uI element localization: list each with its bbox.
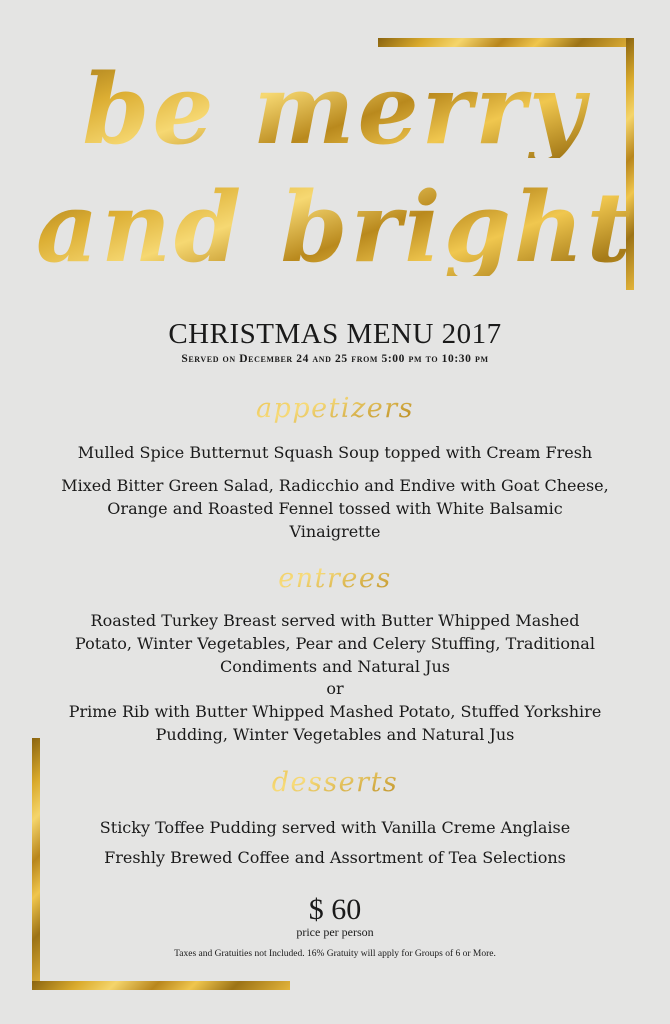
appetizer-item-2: Mixed Bitter Green Salad, Radicchio and Endive with Goat Cheese, Orange and Roasted Fennel tossed with White Balsamic Vinaigrette bbox=[61, 476, 609, 541]
price-note: price per person bbox=[296, 925, 374, 939]
headline-line-1: be merry bbox=[0, 62, 670, 158]
desserts-heading: desserts bbox=[0, 767, 670, 798]
menu-subtitle: Served on December 24 and 25 from 5:00 pm to 10:30 pm bbox=[181, 353, 489, 365]
appetizer-item-1: Mulled Spice Butternut Squash Soup topped with Cream Fresh bbox=[77, 443, 593, 462]
entree-item-2: Prime Rib with Butter Whipped Mashed Potato, Stuffed Yorkshire Pudding, Winter Vegetables and Natural Jus bbox=[68, 702, 602, 744]
dessert-item-1: Sticky Toffee Pudding served with Vanilla Creme Anglaise bbox=[99, 818, 571, 837]
gold-frame-bottom-edge bbox=[32, 981, 290, 990]
footnote: Taxes and Gratuities not Included. 16% Gratuity will apply for Groups of 6 or More. bbox=[174, 949, 496, 959]
price: $ 60 bbox=[308, 893, 362, 926]
menu-title: CHRISTMAS MENU 2017 bbox=[168, 318, 502, 350]
entree-separator: or bbox=[326, 679, 344, 698]
gold-frame-top-edge bbox=[378, 38, 634, 47]
entree-item-1: Roasted Turkey Breast served with Butter Whipped Mashed Potato, Winter Vegetables, Pear and Celery Stuffing, Traditional Condiments and Natural Jus bbox=[75, 611, 595, 676]
entrees-heading: entrees bbox=[0, 563, 670, 594]
headline-line-2: and bright bbox=[0, 180, 670, 276]
dessert-item-2: Freshly Brewed Coffee and Assortment of Tea Selections bbox=[104, 848, 566, 867]
appetizers-heading: appetizers bbox=[0, 393, 670, 424]
